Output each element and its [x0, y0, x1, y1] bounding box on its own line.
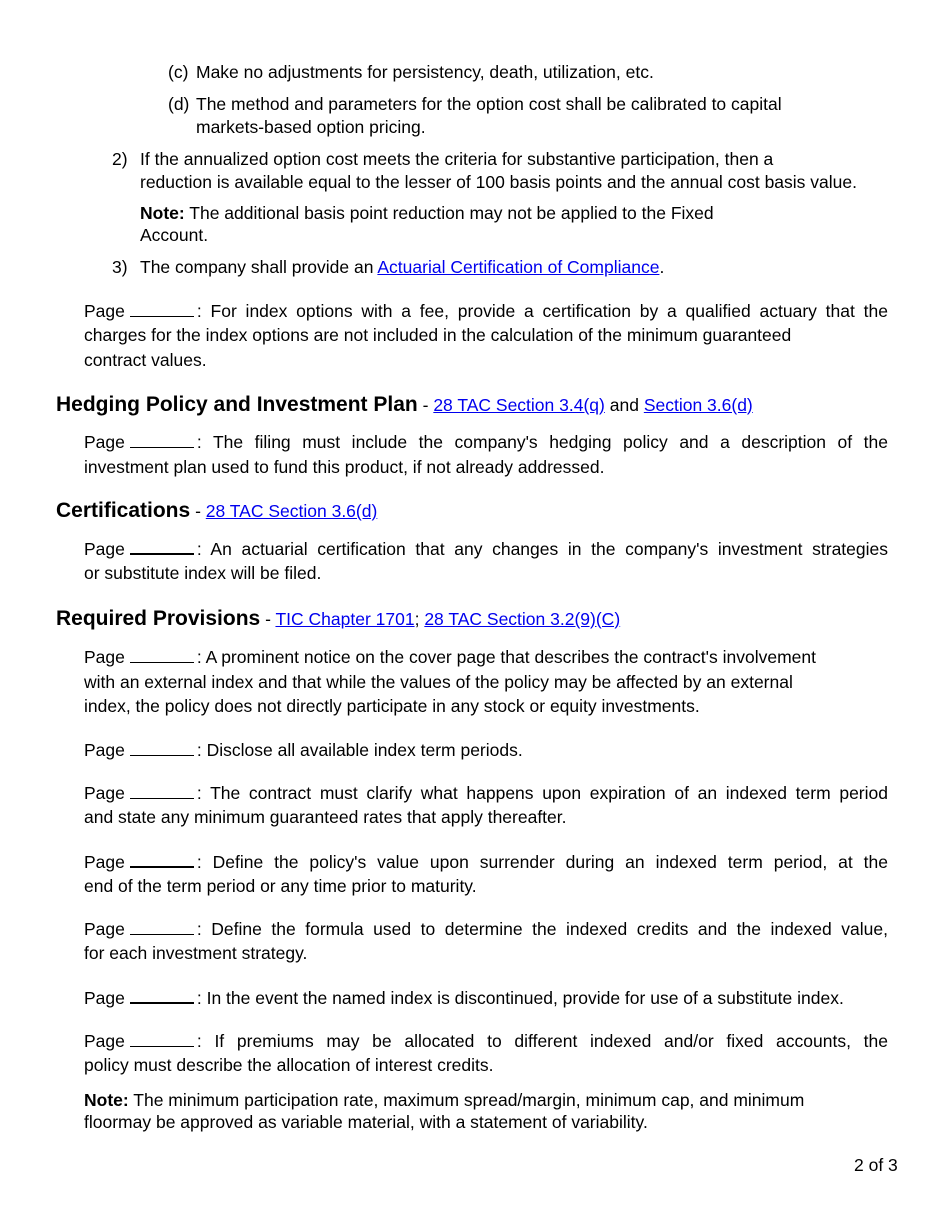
required-item-expiration-line1: Page : The contract must clarify what happens upon expiration of an indexed term period: [84, 783, 888, 803]
tac-3-2-9c-link[interactable]: 28 TAC Section 3.2(9)(C): [424, 609, 621, 629]
required-item-formula-line1: Page : Define the formula used to determine the indexed credits and the indexed value,: [84, 919, 888, 939]
list-item-2-line1: If the annualized option cost meets the criteria for substantive participation, then a: [140, 149, 774, 169]
note-basis-point: [140, 201, 714, 225]
page-label: Page: [84, 539, 125, 559]
list-item-3-prefix: The company shall provide an: [140, 257, 374, 277]
note-basis-point-line1: The additional basis point reduction may not be applied to the Fixed: [189, 203, 714, 223]
required-provisions-title: Required Provisions: [56, 607, 261, 630]
list-item-3-suffix: .: [659, 257, 665, 277]
list-item-c-text: Make no adjustments for persistency, death, utilization, etc.: [196, 62, 654, 82]
hedging-item-line2: investment plan used to fund this product, if not already addressed.: [84, 457, 605, 477]
required-item-surrender-line2: end of the term period or any time prior to maturity.: [84, 876, 477, 896]
note-label: Note:: [84, 1090, 129, 1110]
page-number-blank[interactable]: [130, 539, 194, 555]
heading-dash: -: [195, 501, 201, 521]
required-item-allocation-line1: Page : If premiums may be allocated to different indexed and/or fixed accounts, the: [84, 1031, 888, 1051]
list-item-2-line2: reduction is available equal to the lesser of 100 basis points and the annual cost basis value.: [140, 172, 857, 192]
required-provisions-heading: [56, 607, 620, 631]
hedging-item-line1: Page : The filing must include the company's hedging policy and a description of the: [84, 432, 888, 452]
required-item-substitute-index: Page : In the event the named index is discontinued, provide for use of a substitute index.: [84, 988, 844, 1008]
page-label: Page: [84, 852, 125, 872]
heading-separator: ;: [414, 609, 420, 629]
heading-dash: -: [265, 609, 271, 629]
heading-and: and: [609, 395, 639, 415]
list-marker-d: (d): [168, 94, 190, 114]
note-basis-point-line2: Account.: [140, 225, 209, 245]
list-item-3: [140, 255, 664, 279]
tac-3-4q-link[interactable]: 28 TAC Section 3.4(q): [433, 395, 605, 415]
heading-dash: -: [422, 395, 429, 415]
certifications-item-line1: Page : An actuarial certification that any changes in the company's investment strategies: [84, 539, 888, 559]
tic-chapter-1701-link[interactable]: TIC Chapter 1701: [275, 609, 415, 629]
page-number-blank[interactable]: [130, 784, 194, 799]
section-3-6d-link[interactable]: Section 3.6(d): [643, 395, 753, 415]
tac-3-6d-link[interactable]: 28 TAC Section 3.6(d): [205, 501, 378, 521]
required-item-cover-notice-line1: Page : A prominent notice on the cover page that describes the contract's involvement: [84, 647, 816, 667]
list-item-d-line1: The method and parameters for the option cost shall be calibrated to capital: [196, 94, 782, 114]
hedging-heading: [56, 393, 753, 417]
required-item-surrender-line1: Page : Define the policy's value upon surrender during an indexed term period, at the: [84, 852, 888, 872]
list-marker-c: (c): [168, 62, 189, 82]
page-label: Page: [84, 988, 125, 1008]
page-label: Page: [84, 783, 125, 803]
page-label: Page: [84, 647, 125, 667]
page-number-blank[interactable]: [130, 648, 194, 663]
index-fee-item-line2: charges for the index options are not included in the calculation of the minimum guaranteed: [84, 325, 792, 345]
index-fee-item-line1: Page : For index options with a fee, provide a certification by a qualified actuary that the: [84, 301, 888, 321]
required-item-cover-notice-line3: index, the policy does not directly participate in any stock or equity investments.: [84, 696, 700, 716]
note-label: Note:: [140, 203, 185, 223]
required-item-formula-line2: for each investment strategy.: [84, 943, 308, 963]
required-item-allocation-line2: policy must describe the allocation of interest credits.: [84, 1055, 494, 1075]
page-label: Page: [84, 1031, 125, 1051]
page-label: Page: [84, 301, 125, 321]
page-number-blank[interactable]: [130, 433, 194, 448]
required-item-term-periods: Page : Disclose all available index term periods.: [84, 740, 523, 760]
page-number-footer: 2 of 3: [854, 1155, 898, 1175]
list-marker-2: 2): [112, 149, 128, 169]
page-number-blank[interactable]: [130, 302, 194, 317]
page-number-blank[interactable]: [130, 852, 194, 868]
page-label: Page: [84, 740, 125, 760]
actuarial-certification-link[interactable]: Actuarial Certification of Compliance: [377, 257, 660, 277]
page-number-blank[interactable]: [130, 920, 194, 935]
certifications-heading: [56, 499, 377, 523]
certifications-item-line2: or substitute index will be filed.: [84, 563, 322, 583]
page-number-blank[interactable]: [130, 1032, 194, 1047]
note-variable-material-line2: floormay be approved as variable material, with a statement of variability.: [84, 1112, 648, 1132]
index-fee-item-line3: contract values.: [84, 350, 207, 370]
page-label: Page: [84, 432, 125, 452]
required-item-cover-notice-line2: with an external index and that while the values of the policy may be affected by an external: [84, 672, 793, 692]
list-item-d-line2: markets-based option pricing.: [196, 117, 426, 137]
certifications-title: Certifications: [56, 499, 191, 522]
page-number-blank[interactable]: [130, 741, 194, 756]
list-marker-3: 3): [112, 257, 128, 277]
page-label: Page: [84, 919, 125, 939]
hedging-title: Hedging Policy and Investment Plan: [56, 393, 418, 416]
required-item-expiration-line2: and state any minimum guaranteed rates that apply thereafter.: [84, 807, 567, 827]
note-variable-material-line1: Note: The minimum participation rate, maximum spread/margin, minimum cap, and minimum: [84, 1090, 805, 1110]
page-number-blank[interactable]: [130, 988, 194, 1004]
